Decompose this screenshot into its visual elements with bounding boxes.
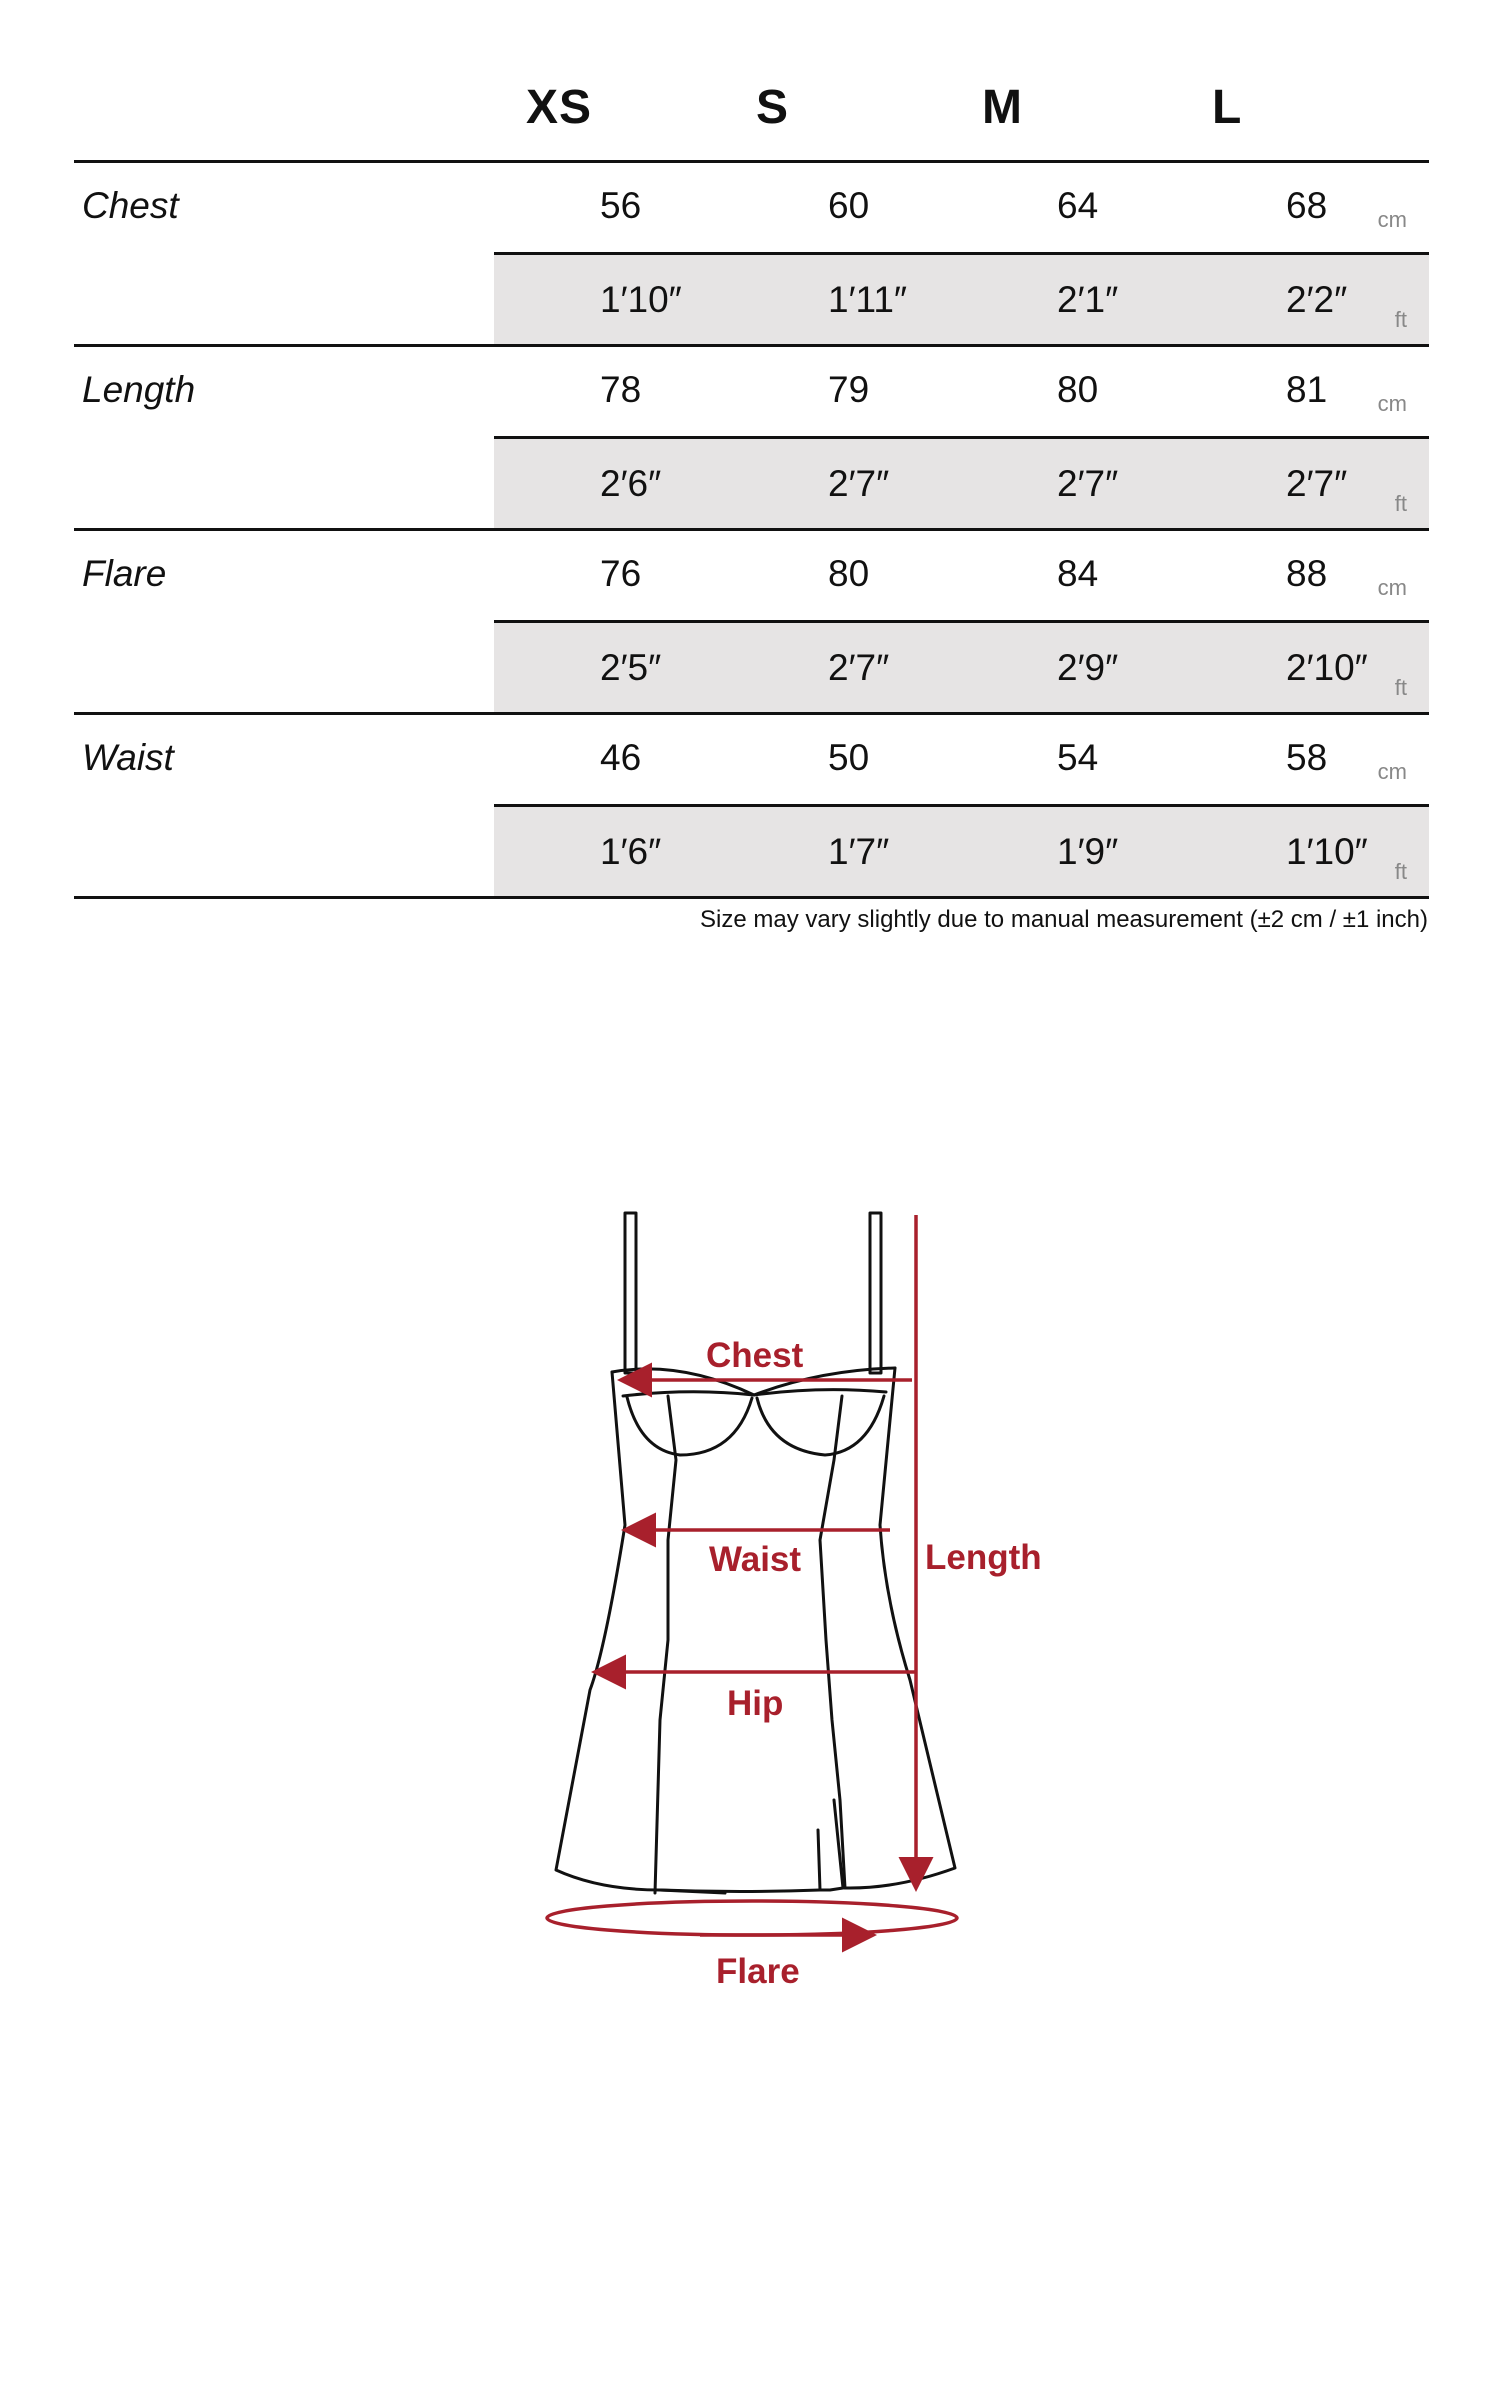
size-header-m: M bbox=[982, 81, 1023, 134]
measurement-label: Chest bbox=[82, 185, 179, 226]
value-cell: 81 bbox=[1286, 369, 1328, 410]
left-cup bbox=[627, 1397, 752, 1455]
value-cell: 1′7″ bbox=[828, 831, 890, 872]
value-cell: 64 bbox=[1057, 185, 1099, 226]
slit bbox=[818, 1800, 843, 1890]
unit-ft: ft bbox=[1394, 859, 1407, 884]
value-cell: 1′10″ bbox=[1286, 831, 1368, 872]
flare-label: Flare bbox=[716, 1952, 800, 1991]
value-cell: 80 bbox=[1057, 369, 1099, 410]
unit-ft: ft bbox=[1394, 675, 1407, 700]
value-cell: 2′7″ bbox=[1057, 463, 1119, 504]
value-cell: 1′10″ bbox=[600, 279, 682, 320]
value-cell: 2′9″ bbox=[1057, 647, 1119, 688]
measurement-label: Waist bbox=[82, 737, 174, 778]
bust-band bbox=[623, 1390, 886, 1396]
measurement-label: Length bbox=[82, 369, 196, 410]
value-cell: 2′5″ bbox=[600, 647, 662, 688]
value-cell: 68 bbox=[1286, 185, 1328, 226]
unit-cm: cm bbox=[1377, 759, 1407, 784]
unit-cm: cm bbox=[1377, 391, 1407, 416]
flare-ellipse bbox=[547, 1901, 957, 1935]
length-label: Length bbox=[925, 1538, 1042, 1577]
value-cell: 50 bbox=[828, 737, 870, 778]
value-cell: 54 bbox=[1057, 737, 1099, 778]
right-cup bbox=[757, 1396, 884, 1455]
hip-label: Hip bbox=[727, 1684, 784, 1723]
hem bbox=[660, 1890, 820, 1892]
value-cell: 2′7″ bbox=[828, 647, 890, 688]
measurement-note: Size may vary slightly due to manual measurement (±2 cm / ±1 inch) bbox=[700, 906, 1428, 933]
value-cell: 2′7″ bbox=[1286, 463, 1348, 504]
value-cell: 2′6″ bbox=[600, 463, 662, 504]
size-header-s: S bbox=[756, 81, 790, 134]
right-side bbox=[845, 1368, 955, 1888]
chest-label: Chest bbox=[706, 1336, 804, 1375]
value-cell: 1′6″ bbox=[600, 831, 662, 872]
value-cell: 76 bbox=[600, 553, 642, 594]
value-cell: 78 bbox=[600, 369, 642, 410]
size-header-xs: XS bbox=[526, 81, 593, 134]
value-cell: 2′1″ bbox=[1057, 279, 1119, 320]
left-strap bbox=[625, 1213, 636, 1373]
right-strap bbox=[870, 1213, 881, 1373]
value-cell: 1′9″ bbox=[1057, 831, 1119, 872]
unit-ft: ft bbox=[1394, 491, 1407, 516]
left-seam bbox=[655, 1396, 676, 1893]
value-cell: 46 bbox=[600, 737, 642, 778]
value-cell: 56 bbox=[600, 185, 642, 226]
measurement-label: Flare bbox=[82, 553, 167, 594]
left-side bbox=[556, 1372, 725, 1893]
value-cell: 2′2″ bbox=[1286, 279, 1348, 320]
unit-cm: cm bbox=[1377, 575, 1407, 600]
value-cell: 1′11″ bbox=[828, 279, 908, 320]
value-cell: 60 bbox=[828, 185, 870, 226]
unit-ft: ft bbox=[1394, 307, 1407, 332]
value-cell: 80 bbox=[828, 553, 870, 594]
value-cell: 84 bbox=[1057, 553, 1099, 594]
value-cell: 58 bbox=[1286, 737, 1328, 778]
value-cell: 79 bbox=[828, 369, 870, 410]
value-cell: 2′10″ bbox=[1286, 647, 1368, 688]
unit-cm: cm bbox=[1377, 207, 1407, 232]
waist-label: Waist bbox=[709, 1540, 802, 1579]
value-cell: 2′7″ bbox=[828, 463, 890, 504]
right-seam bbox=[820, 1396, 845, 1888]
value-cell: 88 bbox=[1286, 553, 1328, 594]
size-header-l: L bbox=[1212, 81, 1243, 134]
